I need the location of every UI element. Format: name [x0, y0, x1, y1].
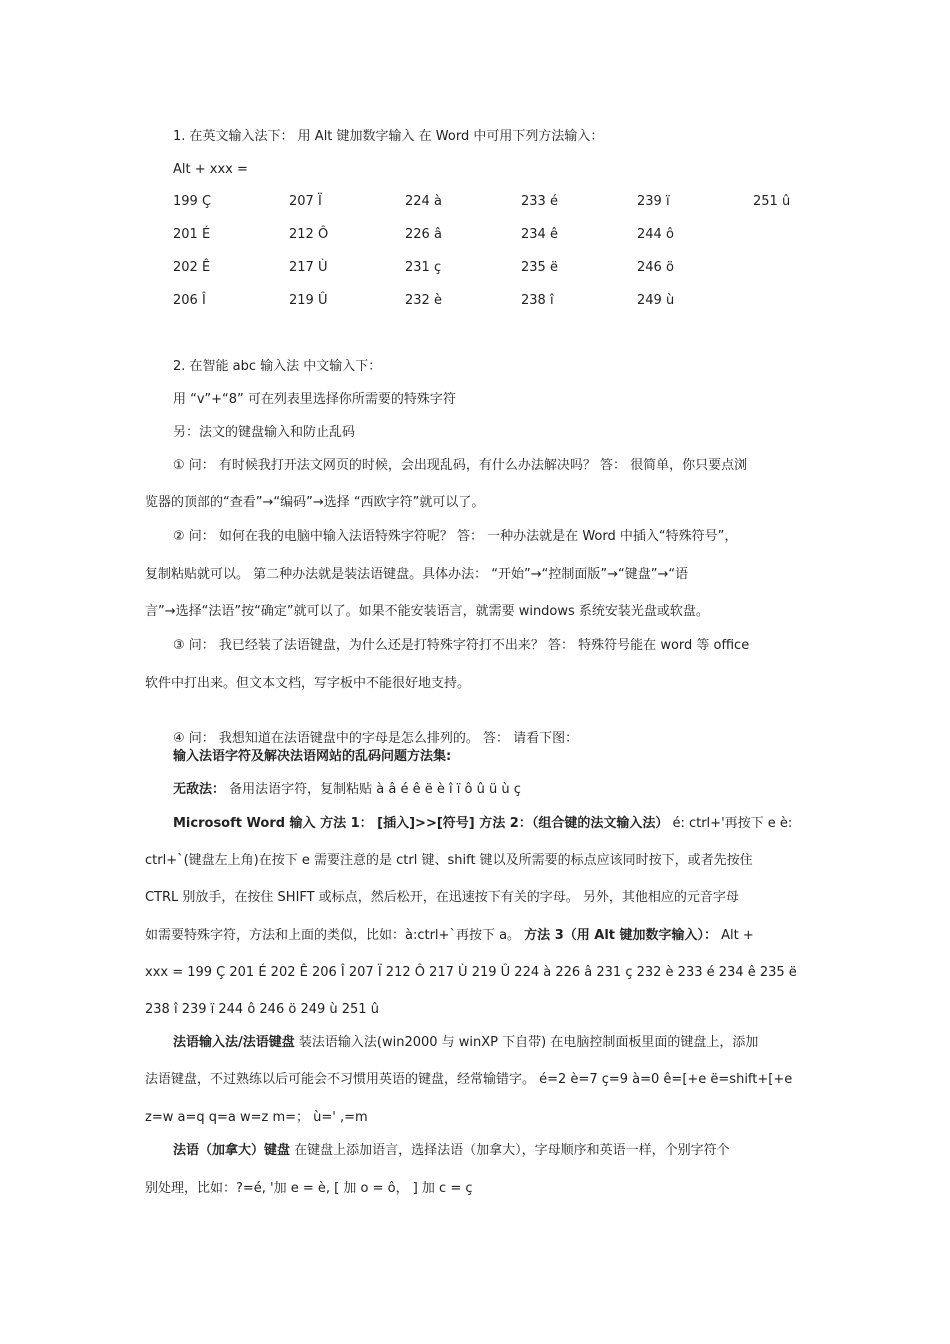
method-canadian-line-1 — [173, 1142, 813, 1160]
alt-table-cell: 201 É — [173, 227, 211, 242]
alt-table-cell: 232 è — [405, 293, 442, 308]
alt-table-cell: 244 ô — [637, 227, 674, 242]
alt-table-cell: 246 ö — [637, 260, 674, 275]
alt-table-cell: 249 ù — [637, 293, 675, 308]
alt-table-cell: 233 é — [521, 194, 558, 209]
alt-table-cell: 234 ê — [521, 227, 558, 242]
alt-method-heading: 1. 在英文输入法下： 用 Alt 键加数字输入 在 Word 中可用下列方法输入： — [173, 129, 604, 144]
method-keyboard-text: 装法语输入法(win2000 与 winXP 下自带) 在电脑控制面板里面的键盘上，添加 — [294, 1035, 759, 1050]
method-3-codes-2: 238 î 239 ï 244 ô 246 ö 249 ù 251 û — [145, 1002, 379, 1017]
method-3-text: Alt + — [717, 928, 754, 943]
alt-table-cell: 202 Ê — [173, 260, 211, 275]
abc-method-text: 用 “v”+“8” 可在列表里选择你所需要的特殊字符 — [173, 392, 456, 407]
faq-2-line-2: 复制粘贴就可以。 第二种办法就是装法语键盘。具体办法： “开始”→“控制面版”→“键盘”→“语 — [145, 567, 689, 582]
alt-table-row — [173, 226, 833, 244]
method-copy-paste-title: 无敌法： — [173, 782, 226, 797]
method-word-line-4 — [145, 927, 815, 945]
faq-2-line-3: 言”→选择“法语”按“确定”就可以了。如果不能安装语言，就需要 windows 系统安装光盘或软盘。 — [145, 604, 709, 619]
alt-table-cell: 199 Ç — [173, 194, 212, 209]
method-word-line-2: ctrl+`(键盘左上角)在按下 e 需要注意的是 ctrl 键、shift 键以及所需要的标点应该同时按下，或者先按住 — [145, 853, 753, 868]
faq-3-line-2: 软件中打出来。但文本文档，写字板中不能很好地支持。 — [145, 676, 471, 691]
alt-table-cell: 207 Ï — [289, 194, 322, 209]
alt-table-cell: 235 ë — [521, 260, 558, 275]
method-word-line-3: CTRL 别放手，在按住 SHIFT 或标点，然后松开，在迅速按下有关的字母。 另外，其他相应的元音字母 — [145, 890, 739, 905]
alt-table-cell: 239 ï — [637, 194, 670, 209]
section-subtitle: 另：法文的键盘输入和防止乱码 — [173, 425, 356, 440]
method-canadian-line-2: 别处理，比如：?=é, '加 e = è, [ 加 o = ô， ] 加 c = ç — [145, 1181, 473, 1196]
alt-table-cell: 217 Ù — [289, 260, 328, 275]
alt-table-cell: 224 à — [405, 194, 442, 209]
alt-table-row — [173, 292, 833, 310]
method-keyboard-line-3: z=w a=q q=a w=z m=； ù=' ,=m — [145, 1110, 368, 1125]
alt-table-cell: 206 Î — [173, 293, 206, 308]
alt-table-cell: 212 Ô — [289, 227, 329, 242]
method-copy-paste — [173, 781, 813, 799]
alt-formula: Alt + xxx = — [173, 162, 248, 177]
method-word-title: Microsoft Word 输入 方法 1： [插入]>>[符号] 方法 2：（组合键的法文输入法） — [173, 816, 669, 831]
alt-table-row — [173, 259, 833, 277]
alt-table-cell: 226 â — [405, 227, 442, 242]
faq-4-line-1: ④ 问： 我想知道在法语键盘中的字母是怎么排列的。 答： 请看下图： — [173, 731, 579, 746]
method-canadian-text: 在键盘上添加语言，选择法语（加拿大），字母顺序和英语一样，个别字符个 — [290, 1143, 730, 1158]
method-keyboard-line-1 — [173, 1034, 813, 1052]
method-canadian-title: 法语（加拿大）键盘 — [173, 1143, 291, 1158]
alt-table-cell: 238 î — [521, 293, 554, 308]
faq-3-line-1: ③ 问： 我已经装了法语键盘，为什么还是打特殊字符打不出来？ 答： 特殊符号能在 word 等 office — [173, 638, 750, 653]
method-word-example: 如需要特殊字符，方法和上面的类似，比如：à:ctrl+`再按下 a。 — [145, 928, 525, 943]
method-keyboard-title: 法语输入法/法语键盘 — [173, 1035, 295, 1050]
alt-table-cell: 231 ç — [405, 260, 442, 275]
alt-table-cell: 251 û — [753, 194, 791, 209]
method-3-title: 方法 3（用 Alt 键加数字输入）： — [524, 928, 718, 943]
faq-1-line-1: ① 问： 有时候我打开法文网页的时候，会出现乱码，有什么办法解决吗？ 答： 很简单，你只要点浏 — [173, 458, 748, 473]
faq-1-line-2: 览器的顶部的“查看”→“编码”→选择 “西欧字符”就可以了。 — [145, 495, 485, 510]
methods-heading: 输入法语字符及解决法语网站的乱码问题方法集: — [173, 749, 452, 764]
method-3-codes-1: xxx = 199 Ç 201 É 202 Ê 206 Î 207 Ï 212 Ô 217 Ù 219 Û 224 à 226 â 231 ç 232 è 233 é 234 ê 235 ë — [145, 965, 797, 980]
alt-table-cell: 219 Û — [289, 293, 328, 308]
alt-table-row — [173, 193, 833, 211]
method-copy-paste-text: 备用法语字符，复制粘贴 à â é ê ë è î ï ô û ü ù ç — [225, 782, 521, 797]
abc-method-heading: 2. 在智能 abc 输入法 中文输入下： — [173, 359, 382, 374]
method-word-line-1 — [173, 815, 813, 833]
method-word-text: é: ctrl+'再按下 e è: — [668, 816, 793, 831]
method-keyboard-line-2: 法语键盘，不过熟练以后可能会不习惯用英语的键盘，经常输错字。 é=2 è=7 ç=9 à=0 ê=[+e ë=shift+[+e — [145, 1072, 793, 1087]
faq-2-line-1: ② 问： 如何在我的电脑中输入法语特殊字符呢？ 答： 一种办法就是在 Word 中插入“特殊符号”， — [173, 529, 738, 544]
